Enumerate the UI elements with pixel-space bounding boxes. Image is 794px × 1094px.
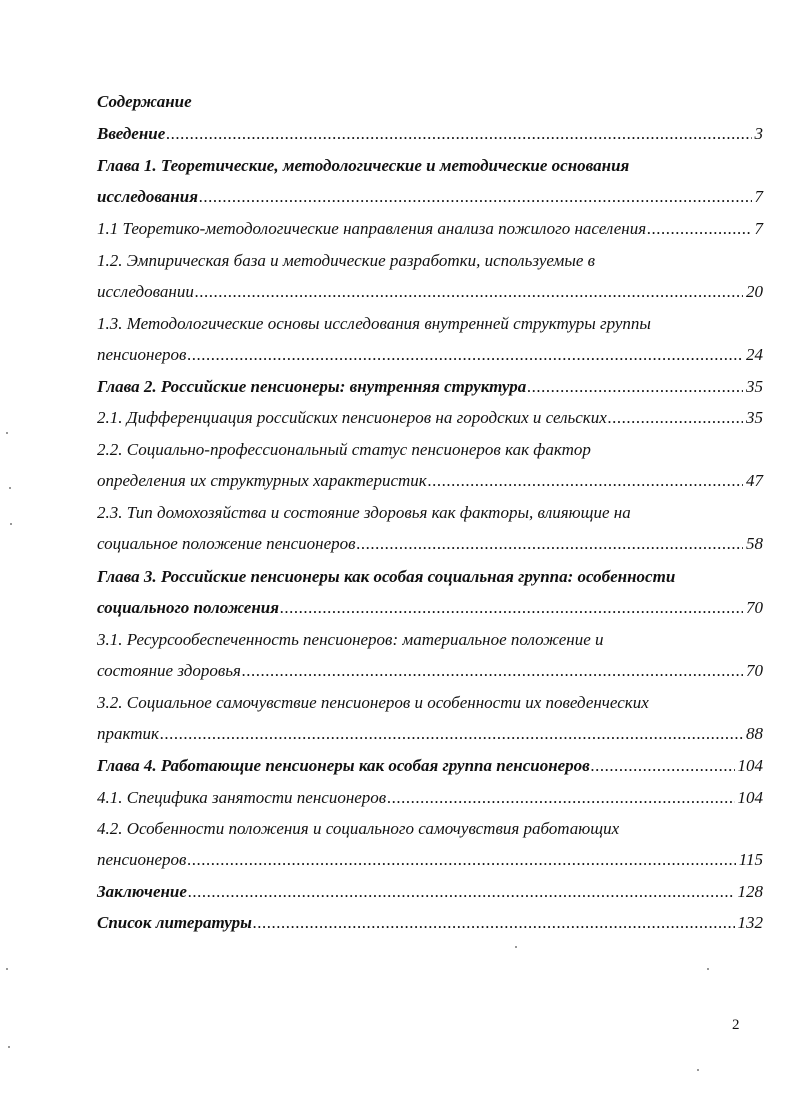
leader-dots [195,282,743,302]
toc-entry-label: 3.1. Ресурсообеспеченность пенсионеров: материальное положение и [97,630,604,649]
leader-dots [187,850,735,870]
page-number: 2 [732,1017,740,1033]
toc-entry-1-2 [97,251,763,302]
leader-dots [527,377,743,397]
leader-dots [199,187,752,207]
toc-entry-4-2 [97,819,763,870]
toc-entry-label: 4.2. Особенности положения и социального самочувствия работающих [97,819,620,838]
scan-speck [8,1046,10,1048]
toc-entry-label-cont: социального положения [97,598,279,617]
toc-entry-chapter-3 [97,567,763,618]
toc-page-number: 35 [746,377,763,396]
scan-speck [9,487,11,489]
toc-page-number: 47 [746,471,763,490]
toc-entry-chapter-2 [97,377,763,397]
toc-entry-label: Глава 4. Работающие пенсионеры как особая группа пенсионеров [97,756,590,775]
toc-entry-2-2 [97,440,763,491]
toc-page-number: 104 [737,788,763,807]
toc-entry-conclusion [97,882,763,902]
toc-page-number: 7 [754,219,763,238]
leader-dots [280,598,743,618]
toc-entry-label-cont: социальное положение пенсионеров [97,534,356,553]
leader-dots [188,882,735,902]
toc-page-number: 35 [746,408,763,427]
toc-entry-label: Глава 2. Российские пенсионеры: внутренняя структура [97,377,527,396]
leader-dots [357,534,743,554]
toc-page-number: 24 [746,345,763,364]
toc-page-number: 58 [746,534,763,553]
toc-entry-label: 2.3. Тип домохозяйства и состояние здоровья как факторы, влияющие на [97,503,631,522]
leader-dots [242,661,743,681]
leader-dots [253,913,735,933]
toc-entry-1-3 [97,314,763,365]
toc-entry-label: Заключение [97,882,187,901]
toc-entry-introduction [97,124,763,144]
toc-page-number: 128 [737,882,763,901]
leader-dots [647,219,751,239]
toc-entry-label-cont: состояние здоровья [97,661,241,680]
leader-dots [608,408,743,428]
toc-entry-label-cont: пенсионеров [97,850,187,869]
toc-page-number: 115 [738,850,763,869]
toc-entry-label: 3.2. Социальное самочувствие пенсионеров и особенности их поведенческих [97,693,649,712]
toc-entry-label-cont: пенсионеров [97,345,187,364]
toc-entry-1-1 [97,219,763,239]
scan-speck [6,968,8,970]
scan-speck [10,523,12,525]
toc-page-number: 3 [754,124,763,143]
toc-title: Содержание [97,92,192,111]
toc-entry-label: 1.2. Эмпирическая база и методические разработки, используемые в [97,251,596,270]
toc-entry-label: Глава 3. Российские пенсионеры как особая социальная группа: особенности [97,567,676,586]
scan-speck [6,432,8,434]
toc-entry-chapter-4 [97,756,763,776]
scan-speck [515,946,517,948]
leader-dots [428,471,743,491]
toc-entry-label-cont: исследования [97,187,198,206]
toc-entry-3-2 [97,693,763,744]
leader-dots [591,756,735,776]
toc-entry-label: 1.3. Методологические основы исследования внутренней структуры группы [97,314,651,333]
toc-entry-chapter-1 [97,156,763,207]
toc-entry-4-1 [97,788,763,808]
leader-dots [187,345,743,365]
toc-entry-label: 2.1. Дифференциация российских пенсионеров на городских и сельских [97,408,607,427]
toc-entry-label: 1.1 Теоретико-методологические направления анализа пожилого населения [97,219,647,238]
toc-entry-label-cont: исследовании [97,282,194,301]
toc-entry-label: 4.1. Специфика занятости пенсионеров [97,788,387,807]
toc-entry-3-1 [97,630,763,681]
leader-dots [166,124,751,144]
toc-entry-bibliography [97,913,763,933]
toc-page-number: 20 [746,282,763,301]
toc-page-number: 70 [746,598,763,617]
toc-entry-2-3 [97,503,763,554]
toc-page-number: 104 [737,756,763,775]
toc-entry-label: 2.2. Социально-профессиональный статус пенсионеров как фактор [97,440,591,459]
toc-entry-label: Глава 1. Теоретические, методологические и методические основания [97,156,630,175]
leader-dots [160,724,743,744]
toc-page-number: 132 [737,913,763,932]
toc-entry-label-cont: практик [97,724,159,743]
leader-dots [387,788,734,808]
toc-entry-label: Список литературы [97,913,252,932]
toc-entry-label: Введение [97,124,166,143]
toc-page-number: 88 [746,724,763,743]
scan-speck [697,1069,699,1071]
scan-speck [707,968,709,970]
toc-page-number: 70 [746,661,763,680]
toc-entry-label-cont: определения их структурных характеристик [97,471,427,490]
toc-page-number: 7 [754,187,763,206]
toc-entry-2-1 [97,408,763,428]
